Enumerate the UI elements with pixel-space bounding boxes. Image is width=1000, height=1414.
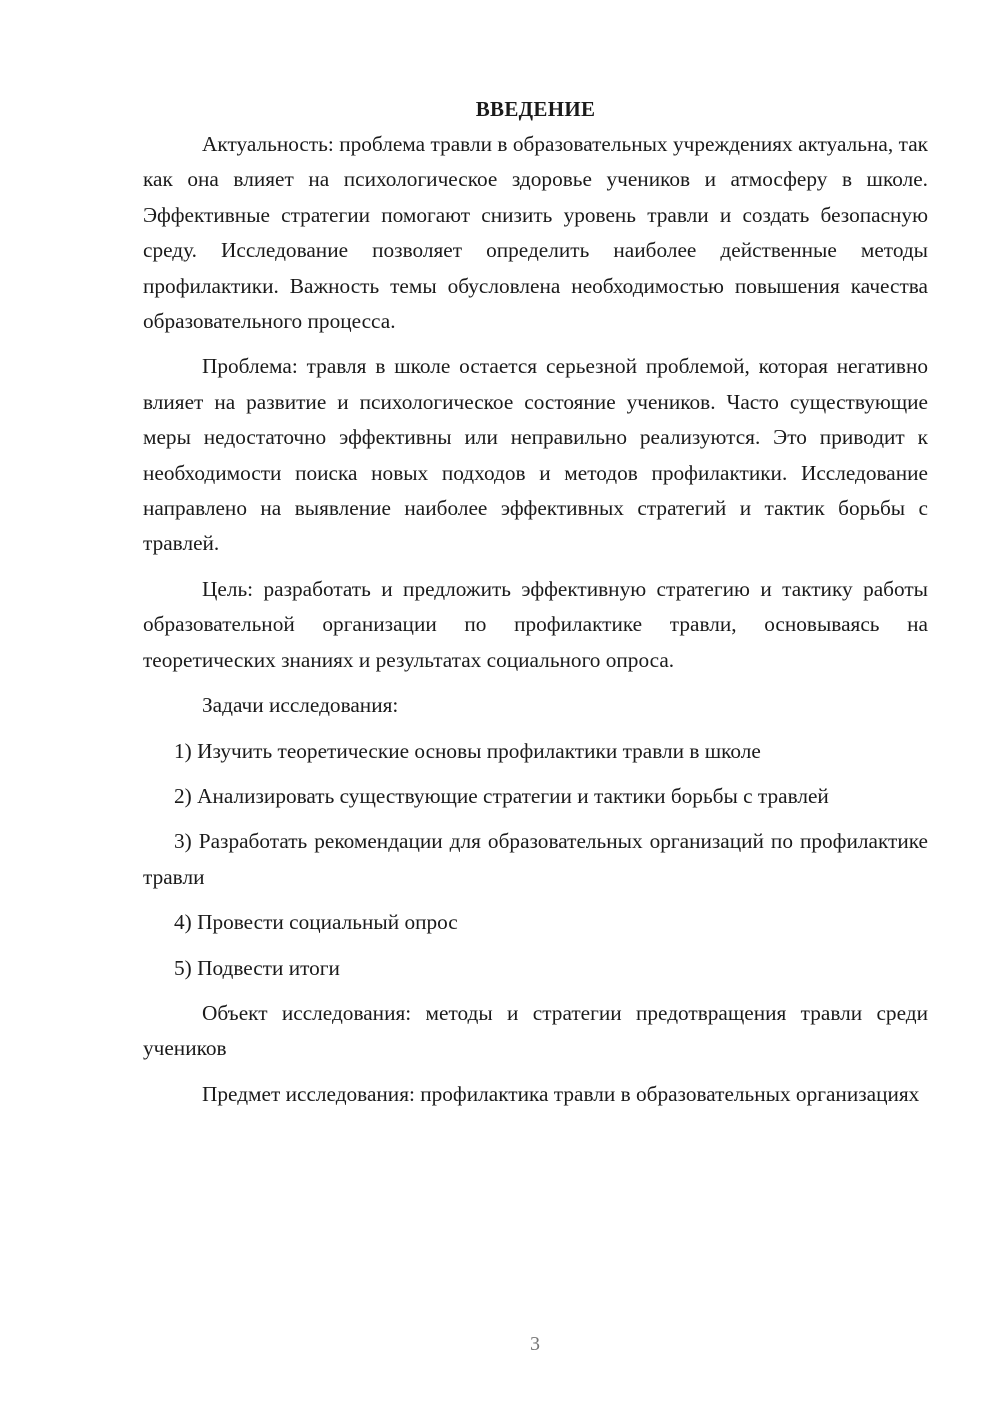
paragraph-problem: Проблема: травля в школе остается серьезной проблемой, которая негативно влияет на развитие и психологическое состояние учеников. Часто существующие меры недостаточно эффективны или неправильно реализуются. Это приводит к необходимости поиска новых подходов и методов профилактики. Исследование направлено на выявление наиболее эффективных стратегий и тактик борьбы с травлей.	[143, 354, 928, 556]
tasks-heading: Задачи исследования:	[202, 693, 399, 718]
page-title: ВВЕДЕНИЕ	[475, 97, 596, 121]
task-item-5: 5) Подвести итоги	[174, 955, 340, 980]
task-item-3: 3) Разработать рекомендации для образовательных организаций по профилактике травли	[143, 829, 928, 889]
task-item-2: 2) Анализировать существующие стратегии и тактики борьбы с травлей	[174, 783, 829, 808]
paragraph-relevance: Актуальность: проблема травли в образовательных учреждениях актуальна, так как она влияет на психологическое здоровье учеников и атмосферу в школе. Эффективные стратегии помогают снизить уровень травли и создать безопасную среду. Исследование позволяет определить наиболее действенные методы профилактики. Важность темы обусловлена необходимостью повышения качества образовательного процесса.	[143, 132, 928, 334]
task-item-1: 1) Изучить теоретические основы профилактики травли в школе	[174, 738, 761, 763]
document-page	[143, 92, 928, 1112]
paragraph-subject: Предмет исследования: профилактика травли в образовательных организациях	[202, 1081, 920, 1106]
paragraph-object: Объект исследования: методы и стратегии предотвращения травли среди учеников	[143, 1000, 928, 1061]
page-number: 3	[530, 1333, 540, 1355]
paragraph-goal: Цель: разработать и предложить эффективную стратегию и тактику работы образовательной организации по профилактике травли, основываясь на теоретических знаниях и результатах социального опроса.	[143, 576, 928, 672]
task-item-4: 4) Провести социальный опрос	[174, 910, 458, 935]
